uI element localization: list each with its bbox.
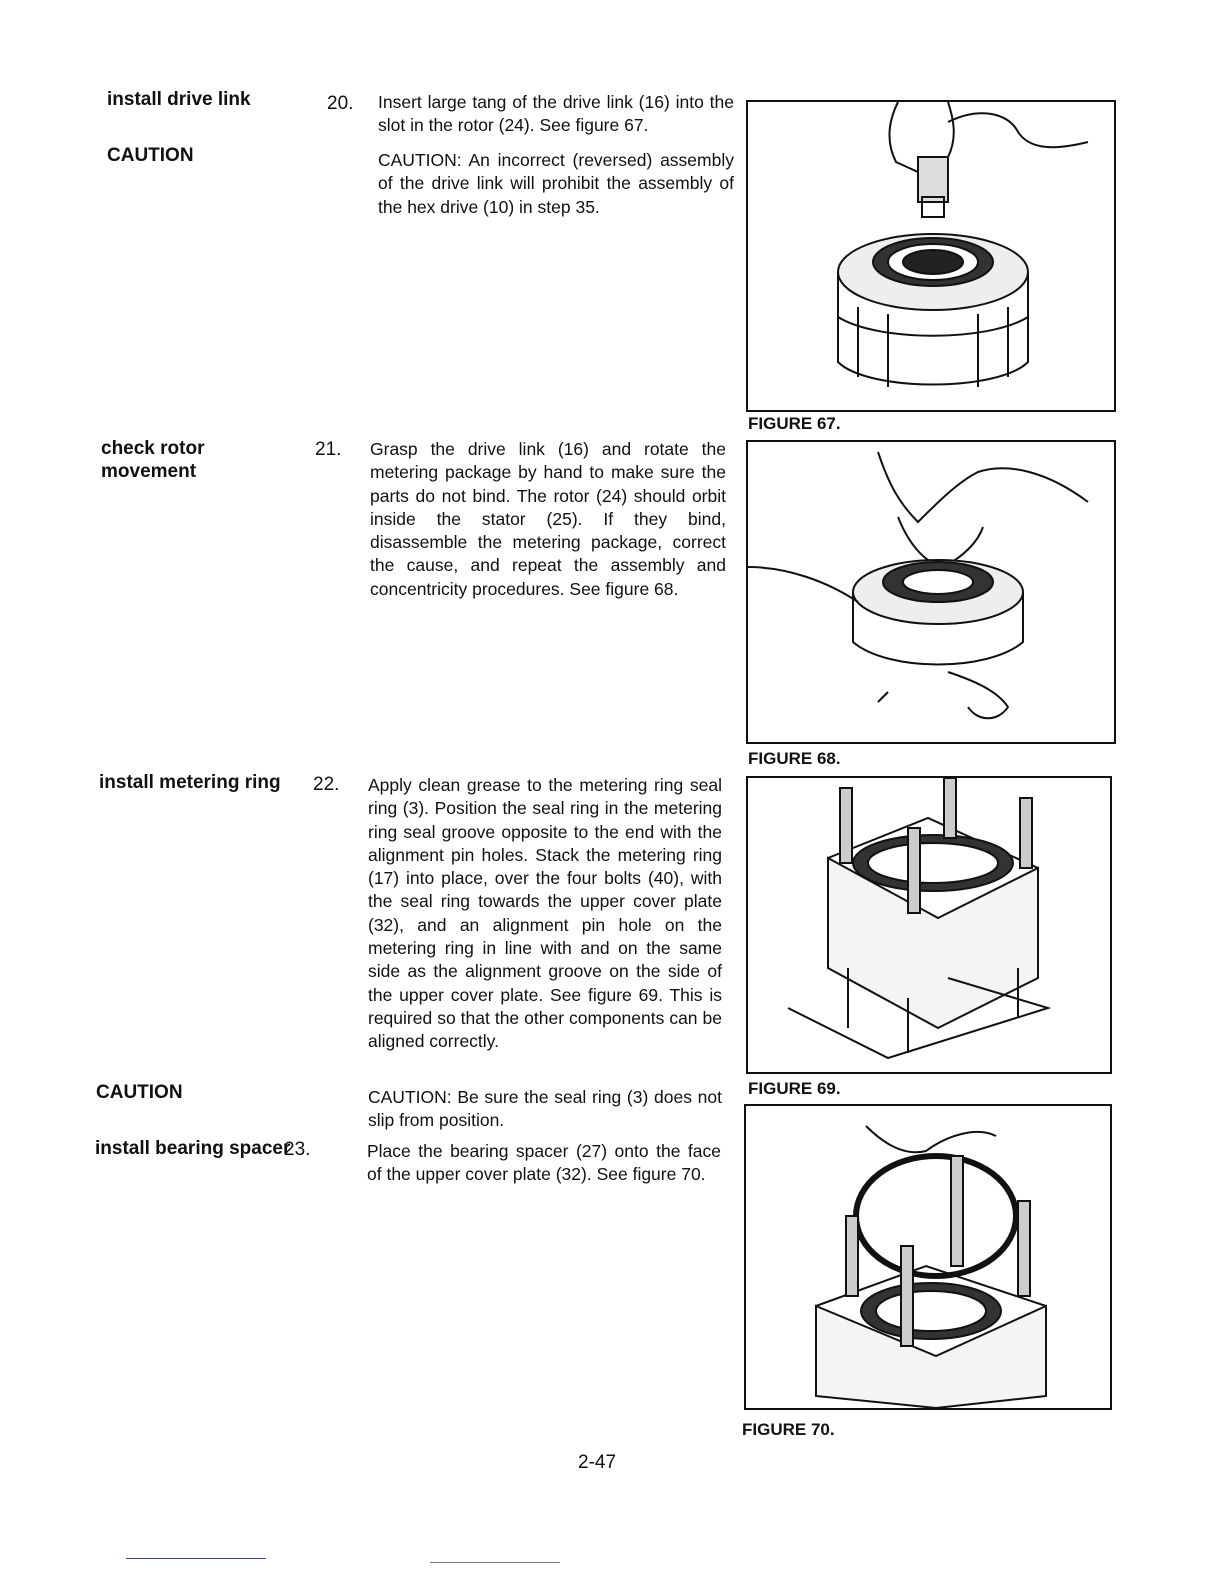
step-21-number: 21. (315, 439, 342, 460)
step-23-text: Place the bearing spacer (27) onto the face of the upper cover plate (32). See figure 70. (367, 1141, 721, 1185)
figure-67-image (746, 100, 1116, 412)
page-number: 2-47 (578, 1452, 617, 1473)
step-20-heading: install drive link (107, 89, 251, 110)
step-22-number: 22. (313, 774, 340, 795)
step-23-heading: install bearing spacer (95, 1138, 291, 1159)
step-22-heading: install metering ring (99, 772, 281, 793)
figure-70-image (744, 1104, 1112, 1410)
figure-68-image (746, 440, 1116, 744)
figure-69-caption: FIGURE 69. (748, 1079, 841, 1098)
caution-2-label: CAUTION (96, 1082, 183, 1103)
figure-67-caption: FIGURE 67. (748, 414, 841, 433)
figure-70-caption: FIGURE 70. (742, 1420, 835, 1439)
step-20-text: Insert large tang of the drive link (16) into the slot in the rotor (24). See figure 67. (378, 92, 734, 136)
caution-1-label: CAUTION (107, 145, 194, 166)
caution-1-text: CAUTION: An incorrect (reversed) assembly of the drive link will prohibit the assembly of the hex drive (10) in step 35. (378, 150, 734, 217)
scan-mark-left (126, 1558, 266, 1559)
step-21-text: Grasp the drive link (16) and rotate the metering package by hand to make sure the parts do not bind. The rotor (24) should orbit inside the stator (25). If they bind, disassemble the metering package, correct the cause, and repeat the assembly and concentricity procedures. See figure 68. (370, 439, 726, 599)
step-23-number: 23. (284, 1139, 311, 1160)
step-20-number: 20. (327, 93, 354, 114)
figure-69-image (746, 776, 1112, 1074)
caution-2-text: CAUTION: Be sure the seal ring (3) does not slip from position. (368, 1087, 722, 1131)
scan-mark-right (430, 1562, 560, 1563)
step-21-heading: check rotor movement (101, 438, 205, 482)
step-22-text: Apply clean grease to the metering ring seal ring (3). Position the seal ring in the metering ring seal groove opposite to the end with the alignment pin holes. Stack the metering ring (17) into place, over the four bolts (40), with the seal ring towards the upper cover plate (32), and an alignment pin hole on the metering ring in line with and on the same side as the alignment groove on the side of the upper cover plate. See figure 69. This is required so that the other components can be aligned correctly. (368, 775, 722, 1052)
figure-68-caption: FIGURE 68. (748, 749, 841, 768)
